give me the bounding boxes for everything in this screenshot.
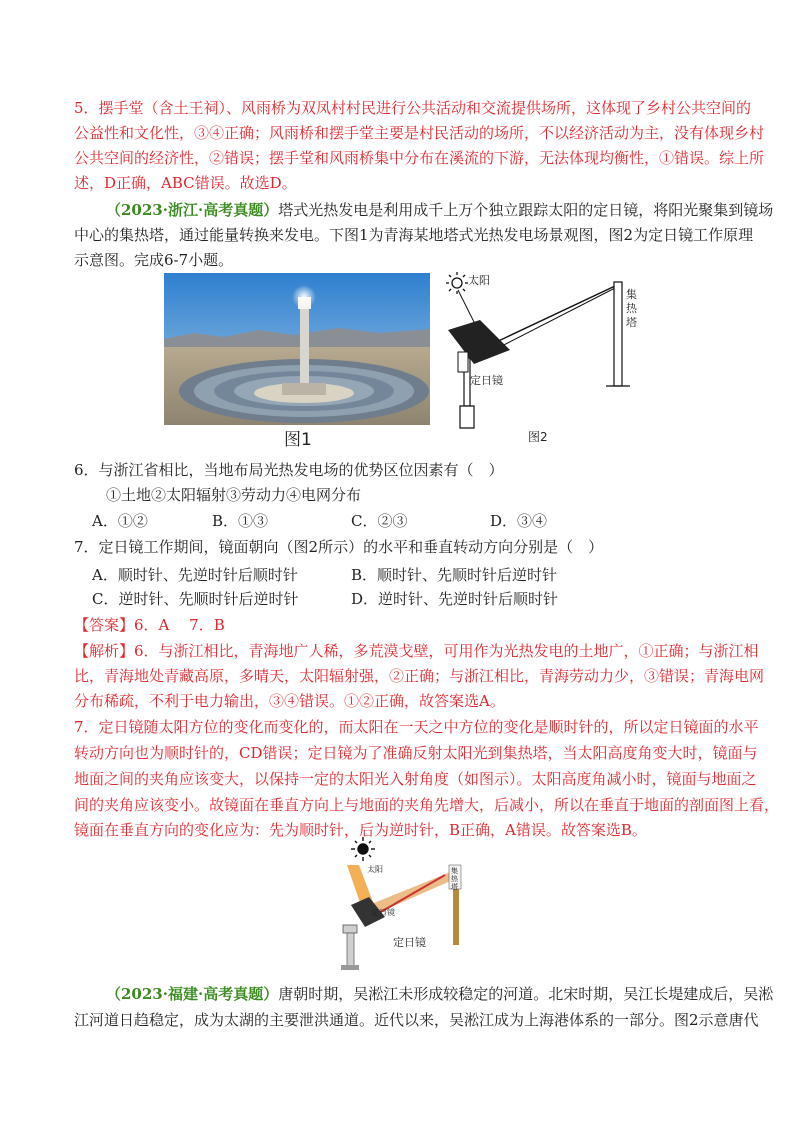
tower-label: 集 热 塔 xyxy=(451,867,458,891)
q6-items: ①土地②太阳辐射③劳动力④电网分布 xyxy=(106,486,362,504)
q7-option-d: D．逆时针、先逆时针后顺时针 xyxy=(351,590,559,608)
q5-line-3: 公共空间的经济性，②错误；摆手堂和风雨桥集中分布在溪流的下游，无法体现均衡性，①错误。综上所 xyxy=(74,149,765,167)
source-tag: （2023·福建·高考真题） xyxy=(106,985,279,1003)
source-tag: （2023·浙江·高考真题） xyxy=(106,201,279,219)
analysis-line-5: 转动方向也为顺时针的，CD错误；定日镜为了准确反射太阳光到集热塔，当太阳高度角变大时，镜面与 xyxy=(74,744,758,762)
q5-line-1: 5．摆手堂（含土王祠）、风雨桥为双凤村村民进行公共活动和交流提供场所，这体现了乡村公共空间的 xyxy=(74,99,752,117)
intro-text: 塔式光热发电是利用成千上万个独立跟踪太阳的定日镜，将阳光聚集到镜场 xyxy=(278,201,774,219)
heliostat-diagram xyxy=(440,268,650,444)
q7-option-b: B．顺时针、先顺时针后逆时针 xyxy=(351,566,558,584)
mirror-small-label: 定日镜 xyxy=(371,908,395,917)
analysis-line-7: 间的夹角应该变小。故镜面在垂直方向上与地面的夹角先增大，后减小，所以在垂直于地面的剖面图上看， xyxy=(74,796,780,814)
q6-option-b: B．①③ xyxy=(212,512,269,530)
analysis-line-8: 镜面在垂直方向的变化应为：先为顺时针，后为逆时针，B正确，A错误。故答案选B。 xyxy=(74,821,647,839)
block1-intro-first xyxy=(106,198,773,222)
mirror-label: 定日镜 xyxy=(470,374,503,387)
q6-option-a: A．①② xyxy=(92,512,148,530)
analysis-line-2: 比，青海地处青藏高原，多晴天，太阳辐射强，②正确；与浙江相比，青海劳动力少，③错误；青海电网 xyxy=(74,667,765,685)
analysis-line-4: 7．定日镜随太阳方位的变化而变化的，而太阳在一天之中方位的变化是顺时针的，所以定日镜面的水平 xyxy=(74,718,759,736)
block1-intro-line-2: 中心的集热塔，通过能量转换来发电。下图1为青海某地塔式光热发电场景观图，图2为定日镜工作原理 xyxy=(74,226,754,244)
block2-intro-line-2: 江河道日趋稳定，成为太湖的主要泄洪通道。近代以来，吴淞江成为上海港体系的一部分。图2示意唐代 xyxy=(74,1011,759,1029)
sun-label: 太阳 xyxy=(367,865,383,874)
q5-line-2: 公益性和文化性，③④正确；风雨桥和摆手堂主要是村民活动的场所，不以经济活动为主，没有体现乡村 xyxy=(74,124,765,142)
q6-option-c: C．②③ xyxy=(351,512,408,530)
block1-intro-line-3: 示意图。完成6-7小题。 xyxy=(74,251,234,269)
q6-option-d: D．③④ xyxy=(490,512,548,530)
analysis-line-6: 地面之间的夹角应该变大，以保持一定的太阳光入射角度（如图示）。太阳高度角减小时，镜面与地面之 xyxy=(74,770,757,788)
heliostat-color-diagram xyxy=(325,835,475,975)
figure-2-caption: 图2 xyxy=(528,430,548,444)
sun-label: 太阳 xyxy=(468,274,490,287)
mirror-panel xyxy=(448,320,510,364)
analysis-line-1: 【解析】6．与浙江相比，青海地广人稀，多荒漠戈壁，可用作为光热发电的土地广，①正确；与浙江相 xyxy=(74,642,759,660)
figure-1 xyxy=(160,268,436,444)
figure-3 xyxy=(325,835,475,975)
figure-2 xyxy=(440,268,650,444)
q6-stem: 6．与浙江省相比，当地布局光热发电场的优势区位因素有（ ） xyxy=(74,461,504,479)
tower-icon xyxy=(614,282,622,386)
tower-label: 集 热 塔 xyxy=(626,288,637,329)
q7-option-a: A．顺时针、先逆时针后顺时针 xyxy=(92,566,298,584)
block2-intro-first xyxy=(106,982,773,1006)
solar-tower-photo xyxy=(164,273,430,425)
figure-1-caption: 图1 xyxy=(284,430,312,450)
q7-option-c: C．逆时针、先顺时针后逆时针 xyxy=(92,590,299,608)
sun-icon xyxy=(351,837,375,861)
answer-line: 【答案】6．A 7．B xyxy=(74,616,225,634)
q7-stem: 7．定日镜工作期间，镜面朝向（图2所示）的水平和垂直转动方向分别是（ ） xyxy=(74,538,604,556)
q5-line-4: 述，D正确，ABC错误。故选D。 xyxy=(74,174,297,192)
intro-text: 唐朝时期，吴淞江未形成较稳定的河道。北宋时期，吴江长堤建成后，吴淞 xyxy=(278,985,774,1003)
sun-icon xyxy=(446,272,468,294)
mirror-label: 定日镜 xyxy=(393,936,426,949)
analysis-line-3: 分布稀疏，不利于电力输出，③④错误。①②正确，故答案选A。 xyxy=(74,692,505,710)
